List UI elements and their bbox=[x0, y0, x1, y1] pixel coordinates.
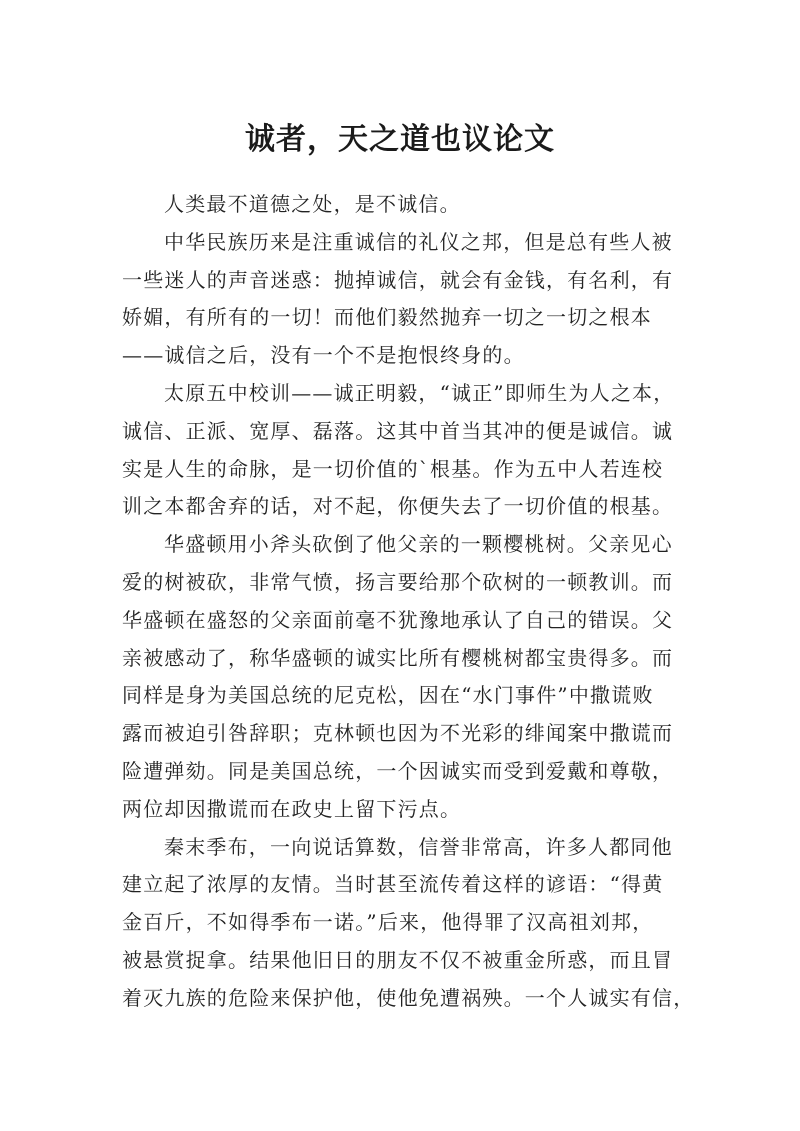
text-line: 华盛顿用小斧头砍倒了他父亲的一颗樱桃树。父亲见心 bbox=[164, 532, 673, 557]
text-line: 建立起了浓厚的友情。当时甚至流传着这样的谚语：“得黄 bbox=[122, 872, 664, 897]
text-line: 险遭弹劾。同是美国总统，一个因诚实而受到爱戴和尊敬， bbox=[122, 758, 674, 783]
text-line: 人类最不道德之处，是不诚信。 bbox=[164, 192, 461, 216]
text-line: 爱的树被砍，非常气愤，扬言要给那个砍树的一顿教训。而 bbox=[122, 569, 674, 594]
paragraph-2 bbox=[122, 224, 682, 375]
text-line: 着灭九族的危险来保护他，使他免遭祸殃。一个人诚实有信， bbox=[122, 985, 695, 1010]
text-line: 秦末季布，一向说话算数，信誉非常高，许多人都同他 bbox=[164, 834, 673, 859]
paragraph-1 bbox=[122, 186, 682, 224]
text-line: 露而被迫引咎辞职；克林顿也因为不光彩的绯闻案中撒谎而 bbox=[122, 721, 674, 746]
text-line: 金百斤，不如得季布一诺。”后来，他得罪了汉高祖刘邦， bbox=[122, 910, 654, 935]
text-line: 两位却因撒谎而在政史上留下污点。 bbox=[122, 796, 462, 821]
paragraph-5 bbox=[122, 829, 695, 1018]
paragraph-3 bbox=[122, 375, 682, 526]
text-line: 同样是身为美国总统的尼克松，因在“水门事件”中撒谎败 bbox=[122, 683, 654, 708]
text-line: 太原五中校训——诚正明毅，“诚正”即师生为人之本， bbox=[164, 380, 675, 405]
text-line: 一些迷人的声音迷惑：抛掉诚信，就会有金钱，有名利，有 bbox=[122, 267, 674, 292]
text-line: ——诚信之后，没有一个不是抱恨终身的。 bbox=[122, 343, 525, 368]
text-line: 中华民族历来是注重诚信的礼仪之邦，但是总有些人被 bbox=[164, 229, 673, 254]
document-title: 诚者，天之道也议论文 bbox=[245, 122, 555, 158]
text-line: 亲被感动了，称华盛顿的诚实比所有樱桃树都宝贵得多。而 bbox=[122, 645, 674, 670]
text-line: 训之本都舍弃的话，对不起，你便失去了一切价值的根基。 bbox=[122, 494, 674, 519]
text-line: 娇媚，有所有的一切！而他们毅然抛弃一切之一切之根本 bbox=[122, 305, 652, 330]
text-line: 诚信、正派、宽厚、磊落。这其中首当其冲的便是诚信。诚 bbox=[122, 418, 674, 443]
text-line: 实是人生的命脉，是一切价值的`根基。作为五中人若连校 bbox=[122, 456, 664, 481]
text-line: 华盛顿在盛怒的父亲面前毫不犹豫地承认了自己的错误。父 bbox=[122, 607, 674, 632]
document-body bbox=[122, 186, 695, 1018]
paragraph-4 bbox=[122, 526, 682, 828]
text-line: 被悬赏捉拿。结果他旧日的朋友不仅不被重金所惑，而且冒 bbox=[122, 947, 674, 972]
